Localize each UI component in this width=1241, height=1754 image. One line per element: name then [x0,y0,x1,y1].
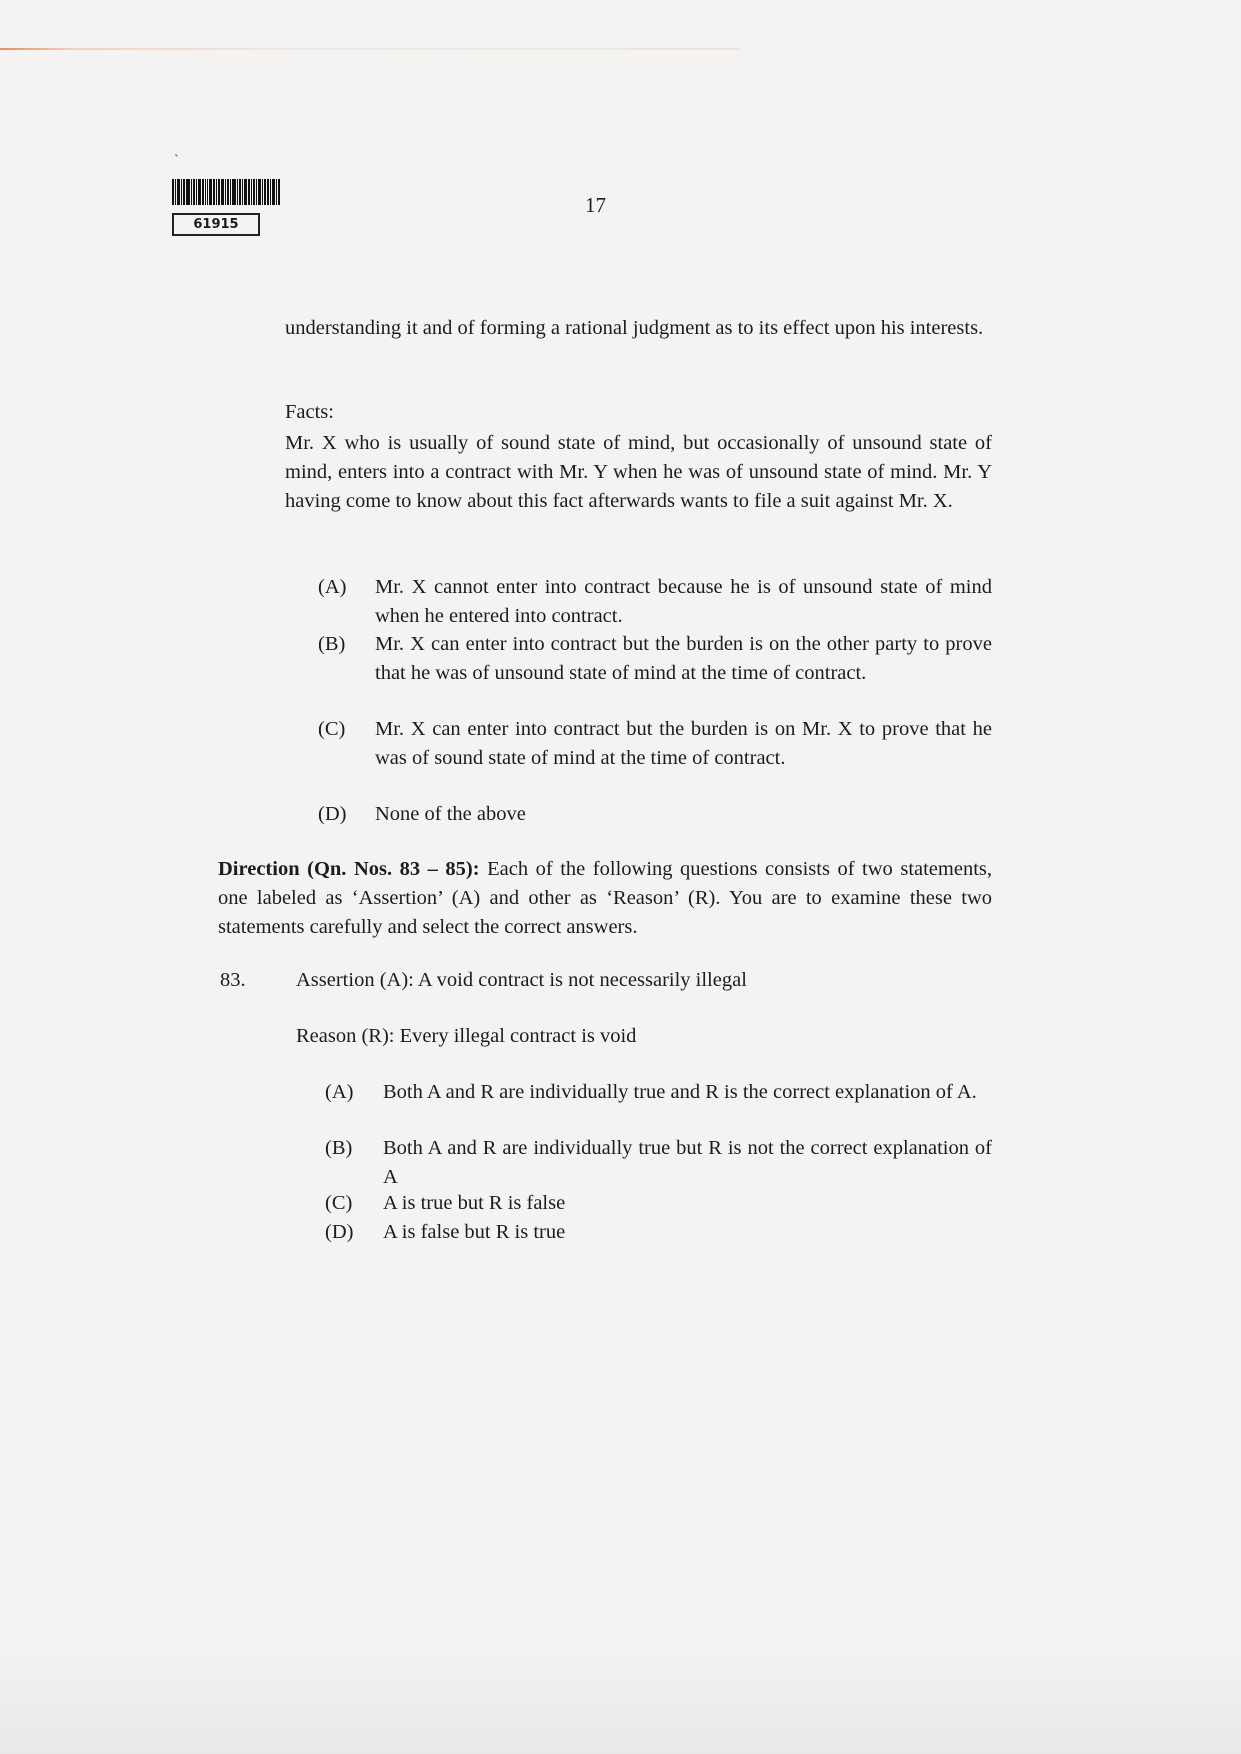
scan-shading [0,1640,1241,1754]
passage-continuation: understanding it and of forming a rational judgment as to its effect upon his interests. [285,317,984,339]
q83-assertion: Assertion (A): A void contract is not necessarily illegal [296,969,747,991]
option-label: (D) [325,1221,354,1243]
barcode [172,175,332,205]
q83-number: 83. [220,969,246,991]
facts-heading: Facts: [285,401,334,423]
option-text: None of the above [375,803,526,825]
option-label: (C) [325,1192,353,1214]
facts-text: Mr. X who is usually of sound state of mind, but occasionally of unsound state of mind, enters into a contract with Mr. Y when he was of unsound state of mind. Mr. Y having come to know about this fact afterwards wants to file a suit against Mr. X. [285,432,992,512]
option-label: (A) [325,1081,354,1103]
option-text: Mr. X can enter into contract but the burden is on the other party to prove that he was of unsound state of mind at the time of contract. [375,633,992,684]
option-text: A is true but R is false [383,1192,566,1214]
option-label: (B) [325,1137,353,1159]
option-label: (B) [318,633,346,655]
option-text: Mr. X can enter into contract but the burden is on Mr. X to prove that he was of sound state of mind at the time of contract. [375,718,992,769]
option-label: (A) [318,576,347,598]
direction-block [218,855,992,942]
barcode-block [172,153,332,236]
page-edge [0,48,740,50]
option-text: Both A and R are individually true but R is not the correct explanation of A [383,1137,992,1188]
option-text: Both A and R are individually true and R is the correct explanation of A. [383,1081,977,1103]
direction-label: Direction (Qn. Nos. 83 – 85): [218,858,480,880]
option-label: (D) [318,803,347,825]
option-text: Mr. X cannot enter into contract because he is of unsound state of mind when he entered into contract. [375,576,992,627]
option-label: (C) [318,718,346,740]
pen-mark: ` [174,153,179,168]
q83-reason: Reason (R): Every illegal contract is void [296,1025,637,1047]
direction-text: Each of the following questions consists of two statements, one labeled as ‘Assertion’ (A) and other as ‘Reason’ (R). You are to examine these two statements carefully and select the correct answers. [218,858,992,938]
option-text: A is false but R is true [383,1221,566,1243]
page-number: 17 [585,193,606,217]
barcode-id: 61915 [172,213,260,236]
